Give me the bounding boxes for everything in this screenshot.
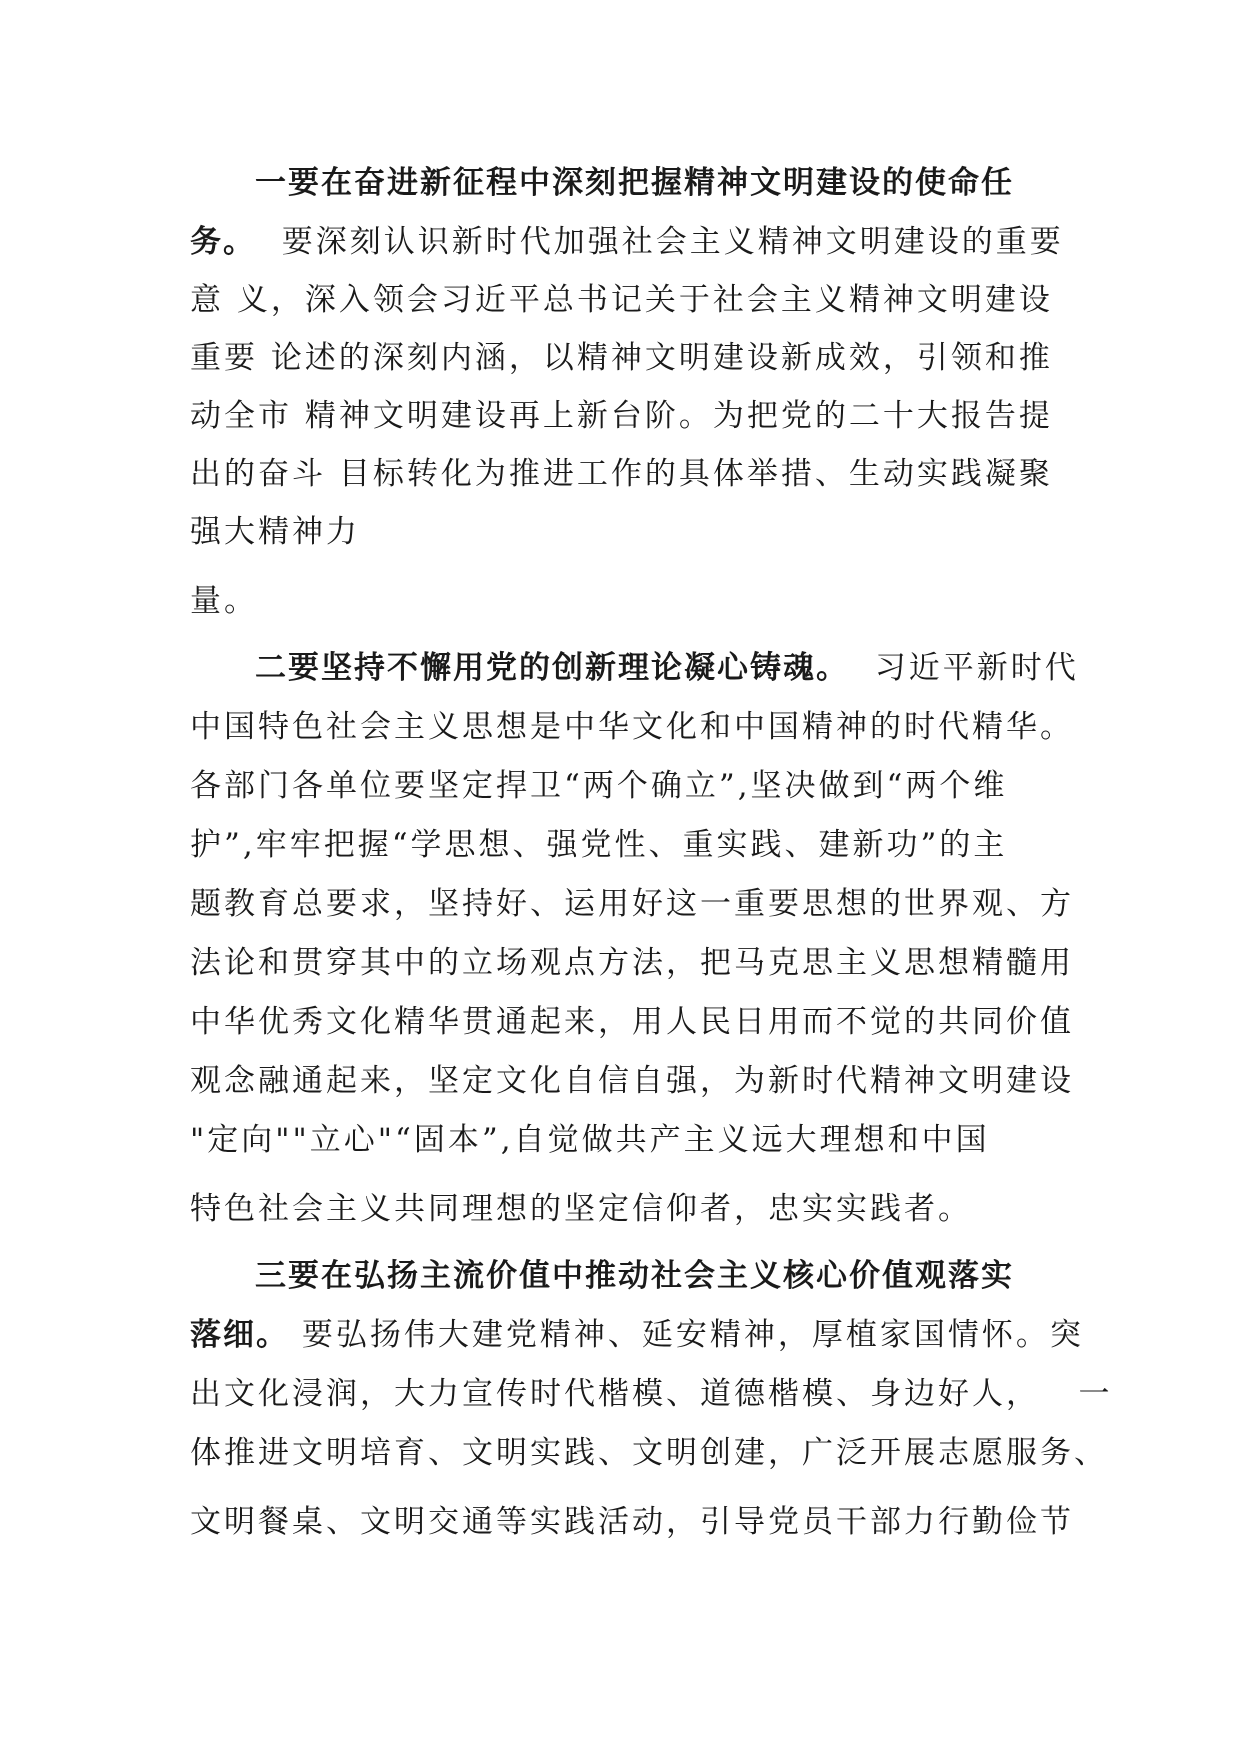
paragraph-1-line-3: [190, 280, 1053, 320]
paragraph-1-text: 动全市 精神文明建设再上新台阶。为把党的二十大报告提: [190, 398, 1053, 434]
paragraph-2-heading: 二要坚持不懈用党的创新理论凝心铸魂。: [255, 650, 849, 686]
paragraph-1-heading: 一要在奋进新征程中深刻把握精神文明建设的使命任: [255, 165, 1014, 201]
paragraph-1-text: 量。: [190, 583, 258, 619]
paragraph-2-line-9: [190, 1120, 990, 1160]
paragraph-2-line-3: [190, 766, 1007, 806]
paragraph-3-text: 体推进文明培育、文明实践、文明创建，广泛开展志愿服务、: [190, 1435, 1108, 1471]
paragraph-3-heading-end: 落细。: [190, 1317, 289, 1353]
paragraph-2-line-6: [190, 943, 1074, 983]
paragraph-2-line-1: [255, 648, 1079, 688]
paragraph-2-line-2: [190, 707, 1074, 747]
paragraph-3-line-4: [190, 1433, 1108, 1473]
paragraph-1-line-2: [190, 222, 1064, 262]
paragraph-2-line-10: [190, 1189, 972, 1229]
paragraph-1-line-1: [255, 163, 1014, 203]
paragraph-3-heading: 三要在弘扬主流价值中推动社会主义核心价值观落实: [255, 1258, 1014, 1294]
paragraph-2-text: 中华优秀文化精华贯通起来，用人民日用而不觉的共同价值: [190, 1004, 1074, 1040]
paragraph-1-line-6: [190, 454, 1053, 494]
paragraph-3-line-3: [190, 1374, 1113, 1414]
paragraph-1-line-7: [190, 512, 360, 552]
paragraph-1-line-8: [190, 581, 258, 621]
paragraph-2-line-5: [190, 884, 1074, 924]
paragraph-1-text: 强大精神力: [190, 514, 360, 550]
paragraph-2-text: 习近平新时代: [849, 650, 1079, 686]
paragraph-2-text: 护”,牢牢把握“学思想、强党性、重实践、建新功”的主: [190, 827, 1008, 863]
paragraph-2-text: 中国特色社会主义思想是中华文化和中国精神的时代精华。: [190, 709, 1074, 745]
paragraph-3-text: 要弘扬伟大建党精神、延安精神，厚植家国情怀。突: [289, 1317, 1084, 1353]
paragraph-1-text: 重要 论述的深刻内涵，以精神文明建设新成效，引领和推: [190, 340, 1053, 376]
paragraph-1-line-5: [190, 396, 1053, 436]
paragraph-2-text: "定向""立心"“固本”,自觉做共产主义远大理想和中国: [190, 1122, 990, 1158]
paragraph-1-text: 意 义，深入领会习近平总书记关于社会主义精神文明建设: [190, 282, 1053, 318]
paragraph-1-text: 要深刻认识新时代加强社会主义精神文明建设的重要: [256, 224, 1064, 260]
paragraph-2-text: 各部门各单位要坚定捍卫“两个确立”,坚决做到“两个维: [190, 768, 1008, 804]
paragraph-1-heading-end: 务。: [190, 224, 256, 260]
paragraph-3-text: 出文化浸润，大力宣传时代楷模、道德楷模、身边好人， 一: [190, 1376, 1113, 1412]
paragraph-2-text: 法论和贯穿其中的立场观点方法，把马克思主义思想精髓用: [190, 945, 1074, 981]
paragraph-3-line-1: [255, 1256, 1014, 1296]
paragraph-2-line-8: [190, 1061, 1074, 1101]
paragraph-2-text: 题教育总要求，坚持好、运用好这一重要思想的世界观、方: [190, 886, 1074, 922]
paragraph-1-line-4: [190, 338, 1053, 378]
paragraph-3-line-5: [190, 1502, 1074, 1542]
paragraph-1-text: 出的奋斗 目标转化为推进工作的具体举措、生动实践凝聚: [190, 456, 1053, 492]
paragraph-2-line-7: [190, 1002, 1074, 1042]
paragraph-2-text: 特色社会主义共同理想的坚定信仰者，忠实实践者。: [190, 1191, 972, 1227]
paragraph-2-line-4: [190, 825, 1007, 865]
paragraph-3-text: 文明餐桌、文明交通等实践活动，引导党员干部力行勤俭节: [190, 1504, 1074, 1540]
paragraph-3-line-2: [190, 1315, 1084, 1355]
paragraph-2-text: 观念融通起来，坚定文化自信自强，为新时代精神文明建设: [190, 1063, 1074, 1099]
